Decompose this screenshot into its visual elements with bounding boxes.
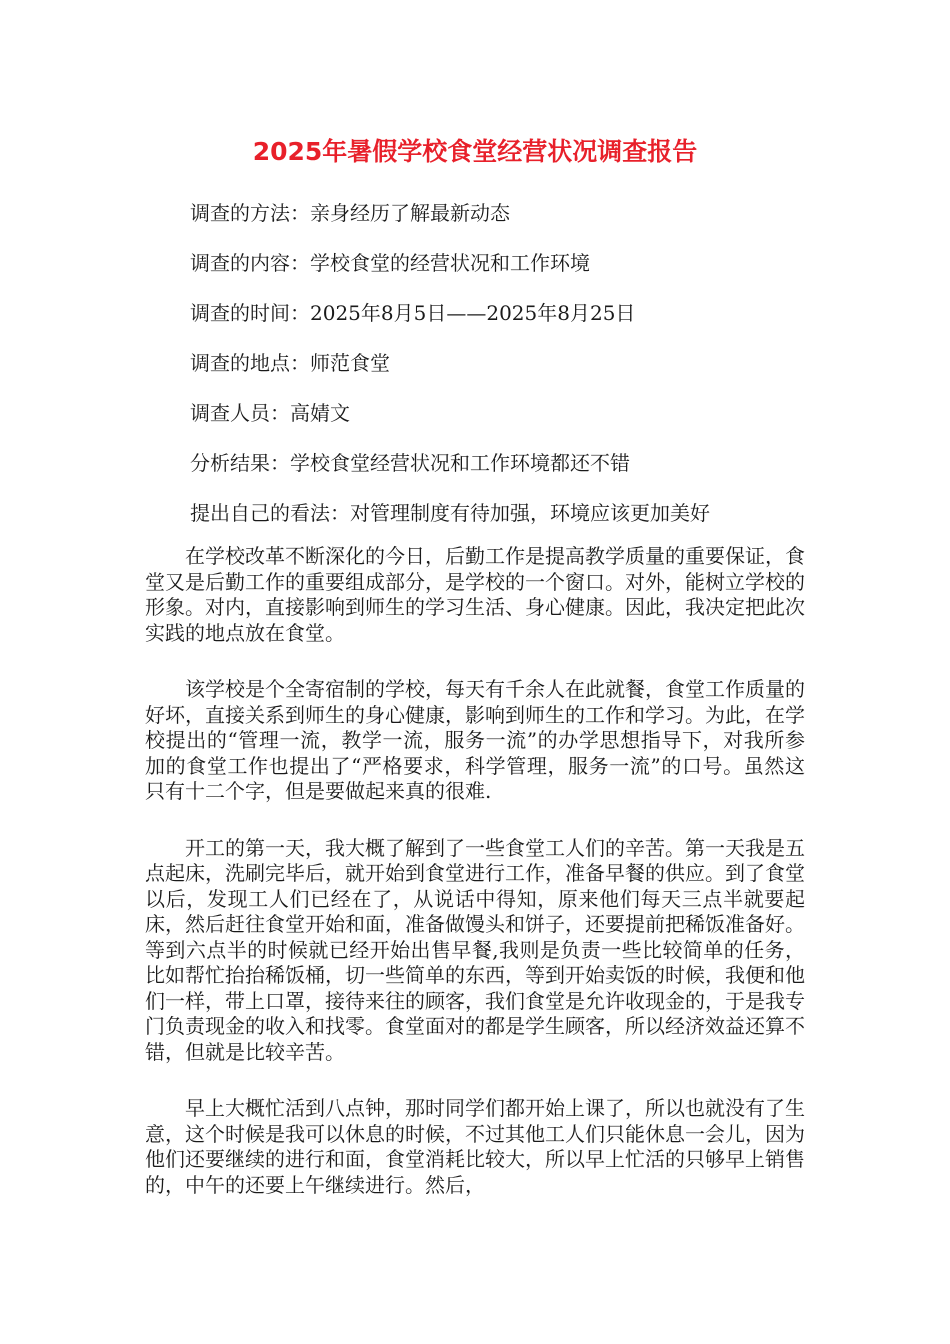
paragraph: 在学校改革不断深化的今日，后勤工作是提高教学质量的重要保证，食堂又是后勤工作的重要组成部分，是学校的一个窗口。对外，能树立学校的形象。对内，直接影响到师生的学习生活、身心健康。因此，我决定把此次实践的地点放在食堂。 xyxy=(145,544,805,645)
survey-location: 调查的地点：师范食堂 xyxy=(190,351,390,375)
survey-person: 调查人员：高婧文 xyxy=(190,401,350,425)
paragraph: 开工的第一天，我大概了解到了一些食堂工人们的辛苦。第一天我是五点起床，洗刷完毕后，就开始到食堂进行工作，准备早餐的供应。到了食堂以后，发现工人们已经在了，从说话中得知，原来他们每天三点半就要起床，然后赶往食堂开始和面，准备做馒头和饼子，还要提前把稀饭准备好。等到六点半的时候就已经开始出售早餐,我则是负责一些比较简单的任务，比如帮忙抬抬稀饭桶，切一些简单的东西，等到开始卖饭的时候，我便和他们一样，带上口罩，接待来往的顾客，我们食堂是允许收现金的，于是我专门负责现金的收入和找零。食堂面对的都是学生顾客，所以经济效益还算不错，但就是比较辛苦。 xyxy=(145,835,805,1064)
personal-opinion: 提出自己的看法：对管理制度有待加强，环境应该更加美好 xyxy=(190,501,710,525)
paragraph: 该学校是个全寄宿制的学校，每天有千余人在此就餐，食堂工作质量的好坏，直接关系到师生的身心健康，影响到师生的工作和学习。为此，在学校提出的“管理一流，教学一流，服务一流”的办学思想指导下，对我所参加的食堂工作也提出了“严格要求，科学管理，服务一流”的口号。虽然这只有十二个字，但是要做起来真的很难. xyxy=(145,677,805,803)
document-body xyxy=(145,544,805,1229)
document-title: 2025年暑假学校食堂经营状况调查报告 xyxy=(252,137,698,166)
analysis-result: 分析结果：学校食堂经营状况和工作环境都还不错 xyxy=(190,451,630,475)
survey-time: 调查的时间：2025年8月5日——2025年8月25日 xyxy=(190,301,636,325)
survey-info-list xyxy=(190,196,830,546)
survey-content: 调查的内容：学校食堂的经营状况和工作环境 xyxy=(190,251,590,275)
paragraph: 早上大概忙活到八点钟，那时同学们都开始上课了，所以也就没有了生意，这个时候是我可以休息的时候，不过其他工人们只能休息一会儿，因为他们还要继续的进行和面，食堂消耗比较大，所以早上忙活的只够早上销售的，中午的还要上午继续进行。然后， xyxy=(145,1096,805,1197)
survey-method: 调查的方法：亲身经历了解最新动态 xyxy=(190,201,510,225)
